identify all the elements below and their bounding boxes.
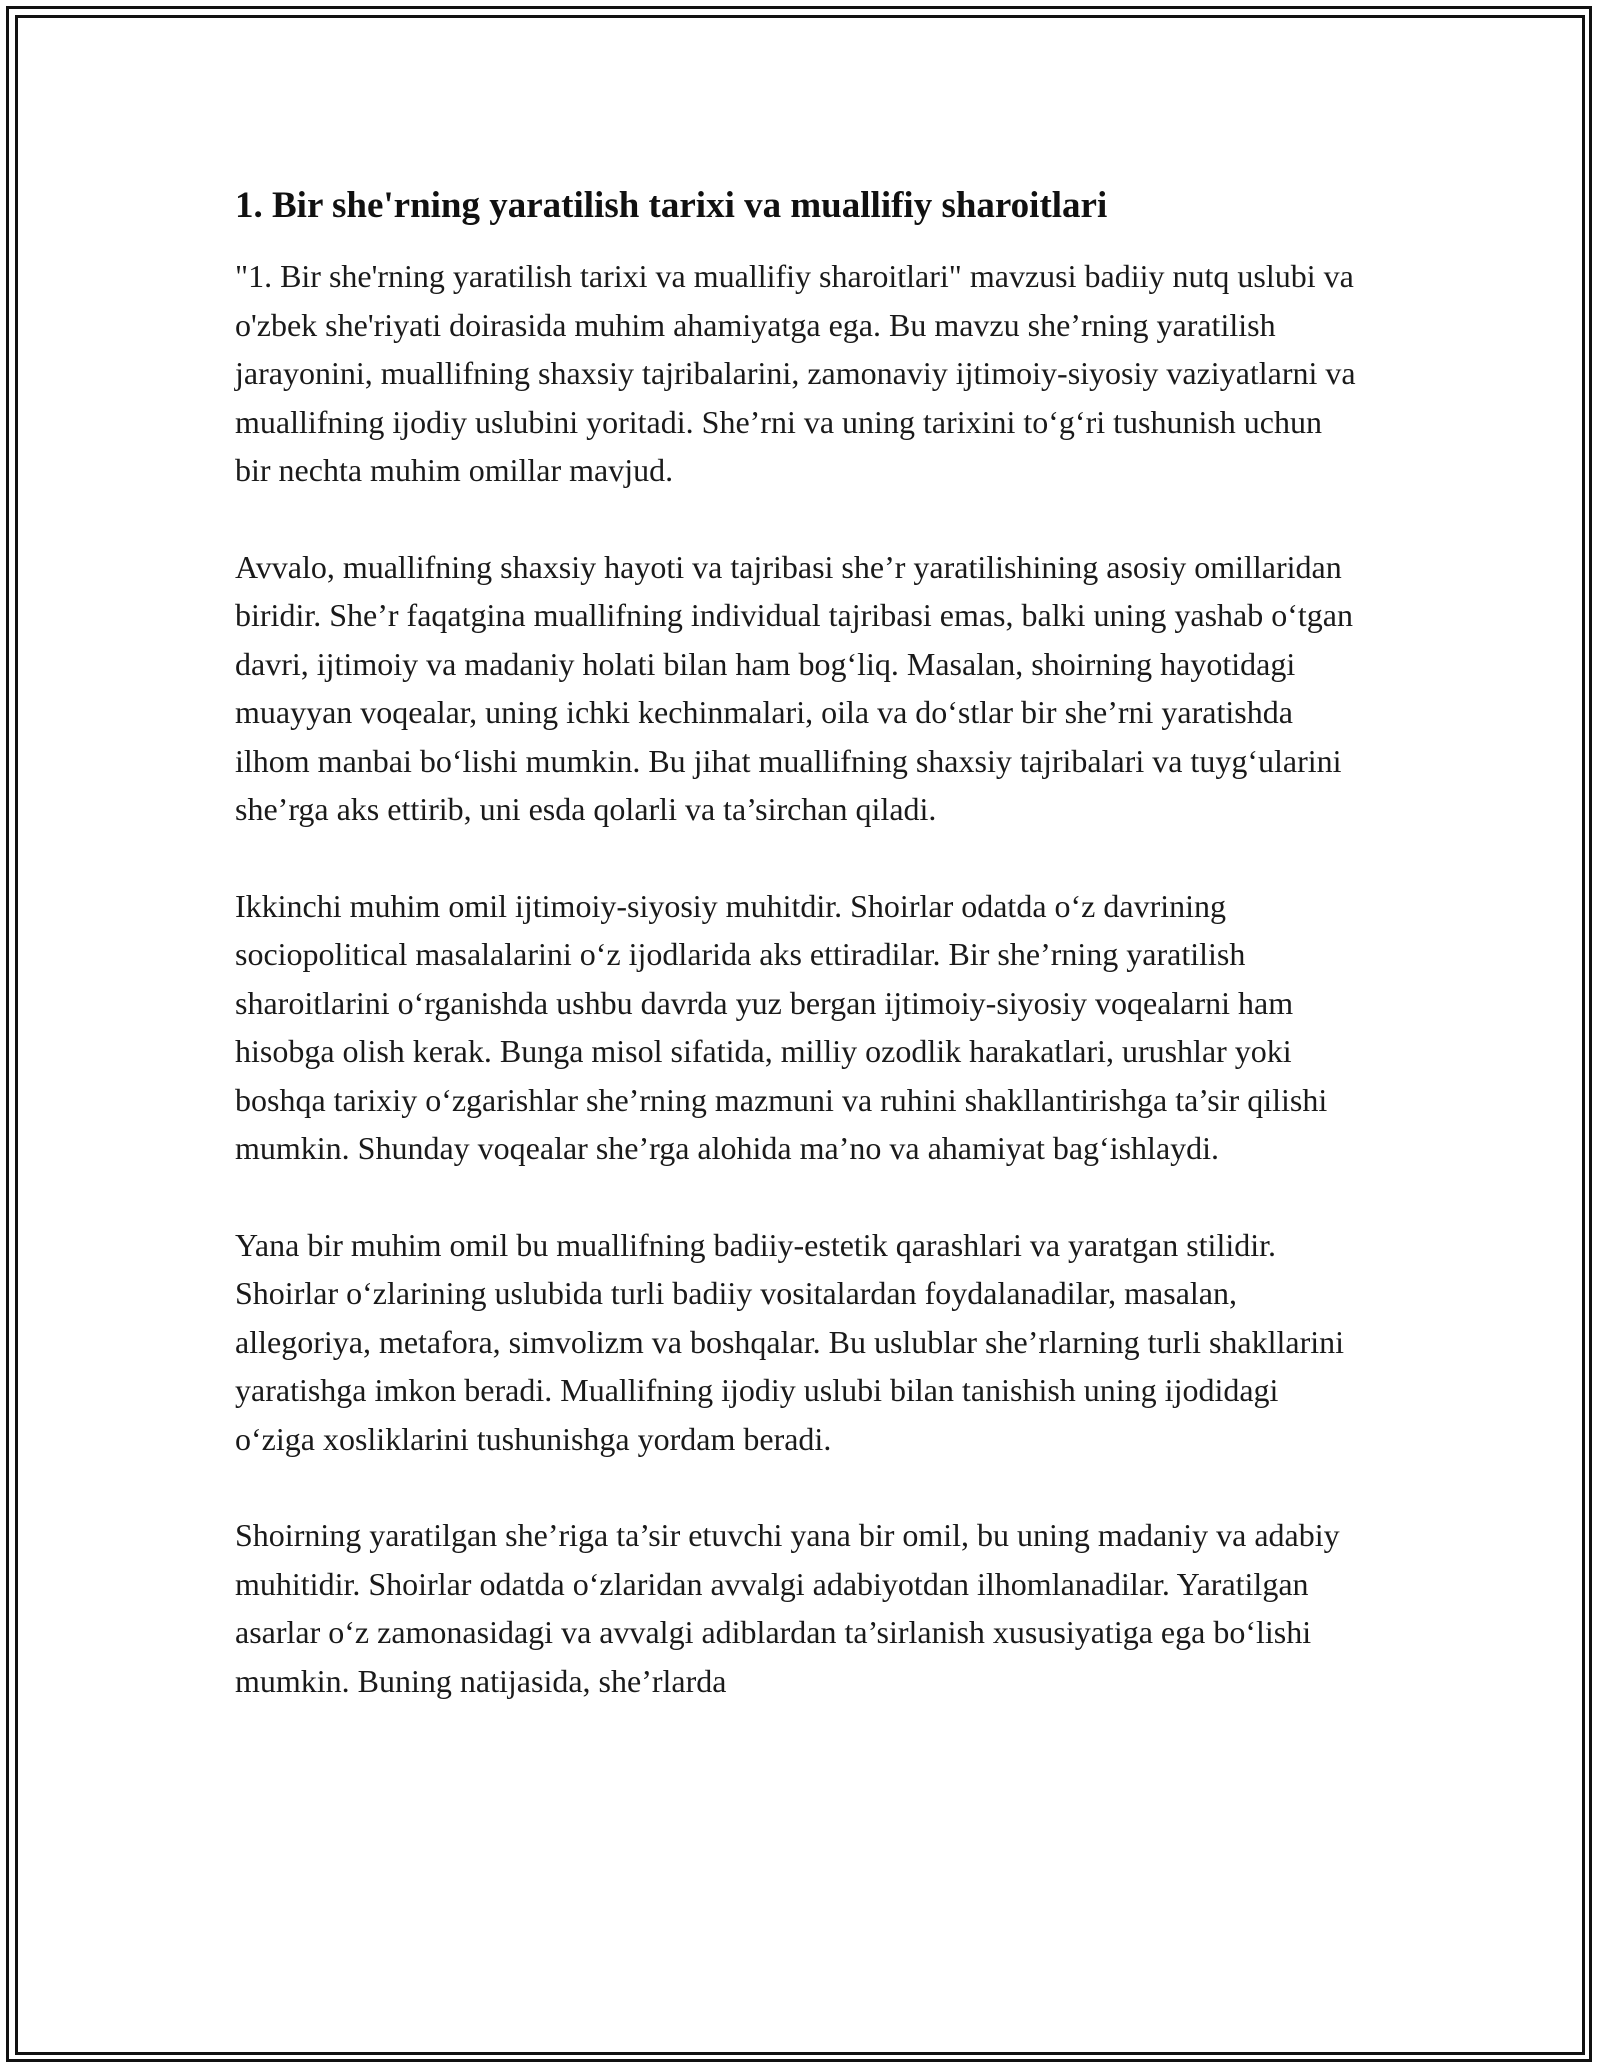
paragraph-4: Yana bir muhim omil bu muallifning badiiy-estetik qarashlari va yaratgan stilidir. Shoirlar o‘zlarining uslubida turli badiiy vositalardan foydalanadilar, masalan, allegoriya, metafora, simvolizm va boshqalar. Bu uslublar she’rlarning turli shakllarini yaratishga imkon beradi. Muallifning ijodiy uslubi bilan tanishish uning ijodidagi o‘ziga xosliklarini tushunishga yordam beradi.: [235, 1226, 1345, 1457]
section-title: 1. Bir she'rning yaratilish tarixi va muallifiy sharoitlari: [235, 185, 1108, 226]
paragraph-5: Shoirning yaratilgan she’riga ta’sir etuvchi yana bir omil, bu uning madaniy va adabiy muhitidir. Shoirlar odatda o‘zlaridan avvalgi adabiyotdan ilhomlanadilar. Yaratilgan asarlar o‘z zamonasidagi va avvalgi adiblardan ta’sirlanish xususiyatiga ega bo‘lishi mumkin. Buning natijasida, she’rlarda: [235, 1517, 1340, 1699]
paragraph-1: "1. Bir she'rning yaratilish tarixi va muallifiy sharoitlari" mavzusi badiiy nutq uslubi va o'zbek she'riyati doirasida muhim ahamiyatga ega. Bu mavzu she’rning yaratilish jarayonini, muallifning shaxsiy tajribalarini, zamonaviy ijtimoiy-siyosiy vaziyatlarni va muallifning ijodiy uslubini yoritadi. She’rni va uning tarixini to‘g‘ri tushunish uchun bir nechta muhim omillar mavjud.: [235, 258, 1356, 488]
paragraph-3: Ikkinchi muhim omil ijtimoiy-siyosiy muhitdir. Shoirlar odatda o‘z davrining sociopolitical masalalarini o‘z ijodlarida aks ettiradilar. Bir she’rning yaratilish sharoitlarini o‘rganishda ushbu davrda yuz bergan ijtimoiy-siyosiy voqealarni ham hisobga olish kerak. Bunga misol sifatida, milliy ozodlik harakatlari, urushlar yoki boshqa tarixiy o‘zgarishlar she’rning mazmuni va ruhini shakllantirishga ta’sir qilishi mumkin. Shunday voqealar she’rga alohida ma’no va ahamiyat bag‘ishlaydi.: [235, 887, 1328, 1166]
document-body: [235, 182, 1365, 1753]
paragraph-2: Avvalo, muallifning shaxsiy hayoti va tajribasi she’r yaratilishining asosiy omillaridan biridir. She’r faqatgina muallifning individual tajribasi emas, balki uning yashab o‘tgan davri, ijtimoiy va madaniy holati bilan ham bog‘liq. Masalan, shoirning hayotidagi muayyan voqealar, uning ichki kechinmalari, oila va do‘stlar bir she’rni yaratishda ilhom manbai bo‘lishi mumkin. Bu jihat muallifning shaxsiy tajribalari va tuyg‘ularini she’rga aks ettirib, uni esda qolarli va ta’sirchan qiladi.: [235, 548, 1353, 827]
